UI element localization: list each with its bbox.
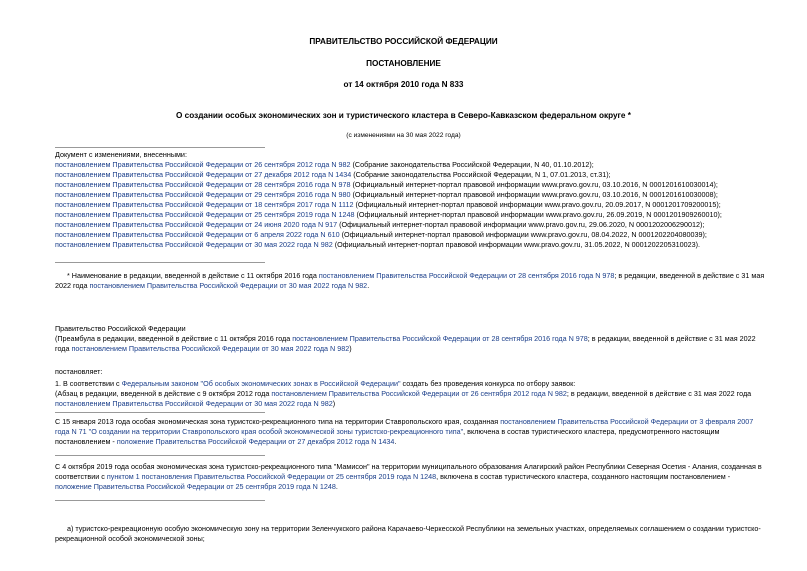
amendment-note: (с изменениями на 30 мая 2022 года) xyxy=(346,132,461,139)
footnote: * Наименование в редакции, введенной в действие с 11 октября 2016 года постановлением Правительства Российской Федерации от 28 сентября 2016 года N 978; в редакции, введенной в действие с 31 мая 2022 года постановлением Правительства Российской Федерации от 30 мая 2022 года N 982. xyxy=(55,271,765,290)
change-link[interactable]: постановлением Правительства Российской Федерации от 28 сентября 2016 года N 978 xyxy=(55,180,351,189)
government-heading: ПРАВИТЕЛЬСТВО РОССИЙСКОЙ ФЕДЕРАЦИИ xyxy=(309,37,498,46)
change-item: постановлением Правительства Российской Федерации от 27 декабря 2012 года N 1434 (Собрание законодательства Российской Федерации, N 1, 07.01.2013, ст.31); xyxy=(55,170,611,179)
change-link[interactable]: постановлением Правительства Российской Федерации от 6 апреля 2022 года N 610 xyxy=(55,230,340,239)
change-link[interactable]: постановлением Правительства Российской Федерации от 27 декабря 2012 года N 1434 xyxy=(55,170,352,179)
federal-law-link[interactable]: Федеральным законом "Об особых экономических зонах в Российской Федерации" xyxy=(121,379,401,388)
change-item: постановлением Правительства Российской Федерации от 6 апреля 2022 года N 610 (Официальный интернет-портал правовой информации www.pravo.gov.ru, 08.04.2022, N 0001202204080039); xyxy=(55,230,707,239)
abz-link-982-2022[interactable]: постановлением Правительства Российской Федерации от 30 мая 2022 года N 982 xyxy=(55,399,333,408)
document-type: ПОСТАНОВЛЕНИЕ xyxy=(366,59,441,68)
change-item: постановлением Правительства Российской Федерации от 28 сентября 2016 года N 978 (Официальный интернет-портал правовой информации www.pravo.gov.ru, 03.10.2016, N 0001201610030014); xyxy=(55,180,718,189)
document-date: от 14 октября 2010 года N 833 xyxy=(343,80,464,89)
paragraph-2019: С 4 октября 2019 года особая экономическая зона туристско-рекреационного типа "Мамисон" на территории муниципального образования Алагирский район Республики Северная Осетия - Алания, созданная в соответствии с пунктом 1 постановления Правительства Российской Федерации от 25 сентября 2019 года N 1248, включена в состав туристического кластера, созданного настоящим постановлением - положение Правительства Российской Федерации от 25 сентября 2019 года N 1248. xyxy=(55,462,762,491)
change-link[interactable]: постановлением Правительства Российской Федерации от 18 сентября 2017 года N 1112 xyxy=(55,200,354,209)
change-item: постановлением Правительства Российской Федерации от 25 сентября 2019 года N 1248 (Официальный интернет-портал правовой информации www.pravo.gov.ru, 26.09.2019, N 0001201909260010); xyxy=(55,210,722,219)
change-item: постановлением Правительства Российской Федерации от 26 сентября 2012 года N 982 (Собрание законодательства Российской Федерации, N 40, 01.10.2012); xyxy=(55,160,594,169)
changes-intro: Документ с изменениями, внесенными: xyxy=(55,150,187,159)
resolves-text: постановляет: xyxy=(55,367,103,376)
change-link[interactable]: постановлением Правительства Российской Федерации от 25 сентября 2019 года N 1248 xyxy=(55,210,355,219)
divider xyxy=(55,412,265,413)
abz-link-982-2012[interactable]: постановлением Правительства Российской Федерации от 26 сентября 2012 года N 982 xyxy=(271,389,567,398)
change-link[interactable]: постановлением Правительства Российской Федерации от 24 июня 2020 года N 917 xyxy=(55,220,338,229)
divider xyxy=(55,262,265,263)
change-item: постановлением Правительства Российской Федерации от 24 июня 2020 года N 917 (Официальный интернет-портал правовой информации www.pravo.gov.ru, 29.06.2020, N 0001202006290012); xyxy=(55,220,705,229)
link-71[interactable]: постановлением Правительства Российской Федерации от 3 февраля 2007 года N 71 "О создании на территории Ставропольского края особой экономической зоны туристско-рекреационного типа" xyxy=(55,417,754,436)
item-1: 1. В соответствии с Федеральным законом "Об особых экономических зонах в Российской Федерации" создать без проведения конкурса по отбору заявок: (Абзац в редакции, введенной в действие с 9 октября 2012 года постановлением Правительства Российской Федерации от 26 сентября 2012 года N 982; в редакции, введенной в действие с 31 мая 2022 года постановлением Правительства Российской Федерации от 30 мая 2022 года N 982) xyxy=(55,379,752,408)
change-item: постановлением Правительства Российской Федерации от 30 мая 2022 года N 982 (Официальный интернет-портал правовой информации www.pravo.gov.ru, 31.05.2022, N 0001202205310023). xyxy=(55,240,700,249)
link-1434[interactable]: положение Правительства Российской Федерации от 27 декабря 2012 года N 1434 xyxy=(116,437,395,446)
footnote-link-982[interactable]: постановлением Правительства Российской Федерации от 30 мая 2022 года N 982 xyxy=(89,281,368,290)
change-item: постановлением Правительства Российской Федерации от 29 сентября 2016 года N 980 (Официальный интернет-портал правовой информации www.pravo.gov.ru, 03.10.2016, N 0001201610030008); xyxy=(55,190,718,199)
change-item: постановлением Правительства Российской Федерации от 18 сентября 2017 года N 1112 (Официальный интернет-портал правовой информации www.pravo.gov.ru, 20.09.2017, N 0001201709200015); xyxy=(55,200,721,209)
preamble-link-982[interactable]: постановлением Правительства Российской Федерации от 30 мая 2022 года N 982 xyxy=(71,344,350,353)
divider xyxy=(55,147,265,148)
link-1248[interactable]: положение Правительства Российской Федерации от 25 сентября 2019 года N 1248 xyxy=(55,482,336,491)
footnote-link-978[interactable]: постановлением Правительства Российской Федерации от 28 сентября 2016 года N 978 xyxy=(318,271,615,280)
preamble-link-978[interactable]: постановлением Правительства Российской Федерации от 28 сентября 2016 года N 978 xyxy=(292,334,588,343)
divider xyxy=(55,500,265,501)
document-title: О создании особых экономических зон и туристического кластера в Северо-Кавказском федеральном округе * xyxy=(176,111,631,120)
preamble-subject: Правительство Российской Федерации xyxy=(55,324,186,333)
change-link[interactable]: постановлением Правительства Российской Федерации от 29 сентября 2016 года N 980 xyxy=(55,190,351,199)
paragraph-2013: С 15 января 2013 года особая экономическая зона туристско-рекреационного типа на территории Ставропольского края, созданная постановлением Правительства Российской Федерации от 3 февраля 2007 года N 71 "О создании на территории Ставропольского края особой экономической зоны туристско-рекреационного типа", включена в состав туристического кластера, предусмотренного настоящим постановлением - положение Правительства Российской Федерации от 27 декабря 2012 года N 1434. xyxy=(55,417,754,446)
change-link[interactable]: постановлением Правительства Российской Федерации от 26 сентября 2012 года N 982 xyxy=(55,160,351,169)
preamble: Правительство Российской Федерации (Преамбула в редакции, введенной в действие с 11 октября 2016 года постановлением Правительства Российской Федерации от 28 сентября 2016 года N 978; в редакции, введенной в действие с 31 мая 2022 года постановлением Правительства Российской Федерации от 30 мая 2022 года N 982) xyxy=(55,324,767,354)
divider xyxy=(55,455,265,456)
link-1248-item[interactable]: пунктом 1 постановления Правительства Российской Федерации от 25 сентября 2019 года N 1248 xyxy=(106,472,437,481)
change-link[interactable]: постановлением Правительства Российской Федерации от 30 мая 2022 года N 982 xyxy=(55,240,333,249)
changes-list xyxy=(55,150,767,250)
paragraph-a: а) туристско-рекреационную особую экономическую зону на территории Зеленчукского района Карачаево-Черкесской Республики на земельных участках, определяемых соглашением о создании туристско-рекреационной особой экономической зоны; xyxy=(55,524,761,543)
